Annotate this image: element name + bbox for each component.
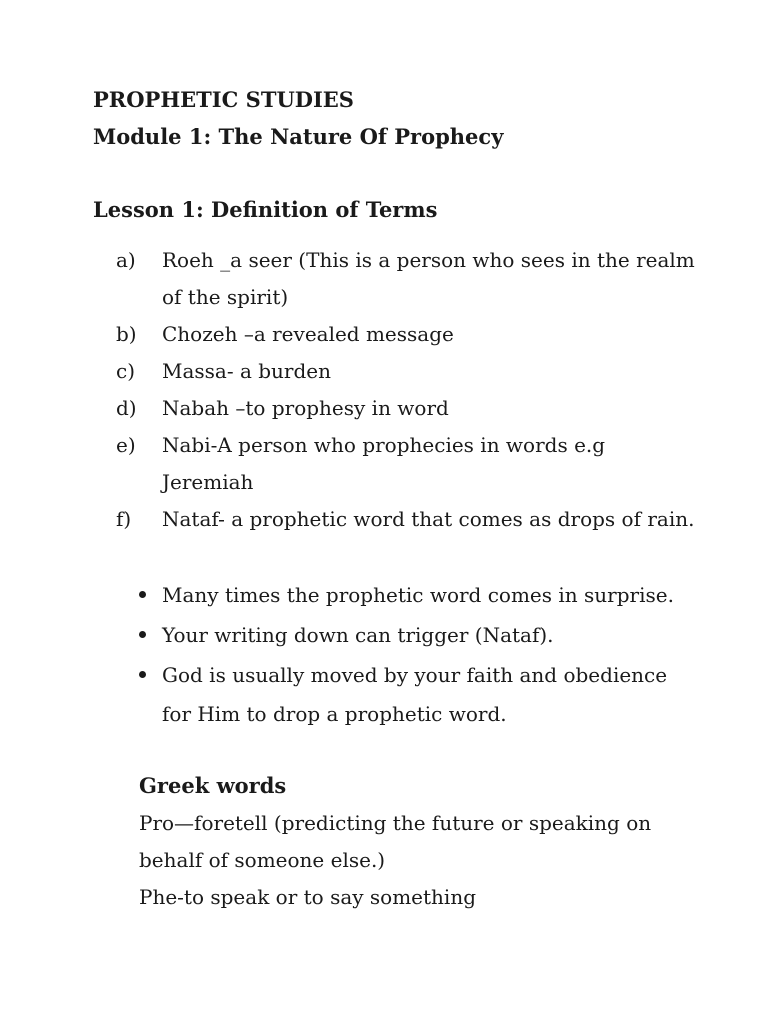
bullet-text: Your writing down can trigger (Nataf).: [162, 623, 554, 647]
list-item: [0, 390, 768, 427]
greek-word-line: Phe-to speak or to say something: [139, 885, 477, 909]
list-item-text: Chozeh –a revealed message: [162, 322, 454, 346]
list-marker: c): [116, 359, 136, 383]
list-item-text: Roeh _a seer (This is a person who sees in the realm of the spirit): [162, 248, 695, 309]
bullet-text: God is usually moved by your faith and obedience for Him to drop a prophetic word.: [162, 663, 668, 726]
list-item: [0, 501, 768, 538]
list-item-text: Nataf- a prophetic word that comes as drops of rain.: [162, 507, 695, 531]
bullet-dot-icon: [139, 671, 146, 678]
course-title: PROPHETIC STUDIES: [93, 87, 354, 112]
bullet-dot-icon: [139, 631, 146, 638]
list-marker: a): [116, 248, 136, 272]
greek-words-section: [139, 805, 699, 916]
list-marker: e): [116, 433, 136, 457]
greek-words-heading: Greek words: [139, 773, 287, 798]
list-item: [0, 427, 768, 501]
module-title: Module 1: The Nature Of Prophecy: [93, 124, 504, 149]
list-item: [0, 242, 768, 316]
list-marker: b): [116, 322, 137, 346]
lesson-title: Lesson 1: Definition of Terms: [93, 197, 438, 222]
terms-list: [0, 242, 768, 538]
list-marker: d): [116, 396, 137, 420]
list-item-text: Nabi-A person who prophecies in words e.g Jeremiah: [162, 433, 606, 494]
greek-word-line: Pro—foretell (predicting the future or speaking on behalf of someone else.): [139, 811, 652, 872]
list-item: [0, 353, 768, 390]
list-item-text: Nabah –to prophesy in word: [162, 396, 449, 420]
bullet-item: [0, 576, 768, 615]
bullet-list: [0, 576, 768, 735]
bullet-item: [0, 656, 768, 734]
bullet-item: [0, 616, 768, 655]
bullet-text: Many times the prophetic word comes in surprise.: [162, 583, 674, 607]
list-marker: f): [116, 507, 132, 531]
list-item-text: Massa- a burden: [162, 359, 332, 383]
list-item: [0, 316, 768, 353]
bullet-dot-icon: [139, 591, 146, 598]
